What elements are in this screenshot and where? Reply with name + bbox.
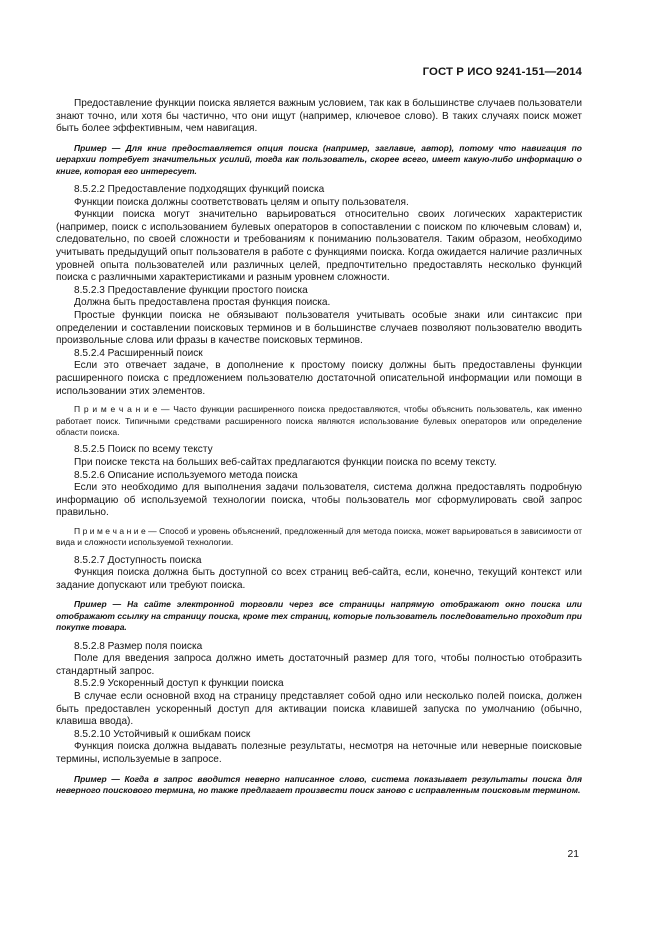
paragraph-8529-1: В случае если основной вход на страницу представляет собой одно или несколько полей поиска, должен быть предоставлен ускоренный доступ для активации поиска клавишей запуска по умолчанию (обычно, клавиша ввода). (56, 691, 582, 728)
section-heading-85210: 8.5.2.10 Устойчивый к ошибкам поиск (74, 728, 251, 740)
section-heading-8529: 8.5.2.9 Ускоренный доступ к функции поиска (74, 678, 284, 690)
section-heading-8524: 8.5.2.4 Расширенный поиск (74, 347, 203, 359)
paragraph-8526-1: Если это необходимо для выполнения задачи пользователя, система должна предоставлять подробную информацию об используемой технологии поиска, чтобы пользователь мог сформулировать свой запрос правильно. (56, 482, 582, 519)
paragraph-8525-1: При поиске текста на больших веб-сайтах предлагаются функции поиска по всему тексту. (74, 456, 497, 468)
section-heading-8527: 8.5.2.7 Доступность поиска (74, 554, 202, 566)
section-heading-8523: 8.5.2.3 Предоставление функции простого поиска (74, 284, 308, 296)
paragraph-8522-2: Функции поиска могут значительно варьироваться относительно своих логических характеристик (например, поиск с использованием булевых операторов в сопоставлении с поиском по ключевым словам) и, следовательно, по своей сложности и требованиям к пониманию пользователя. Таким образом, необходимо учитывать предыдущий опыт пользователя в работе с функциями поиска. Когда ожидается наличие различных уровней опыта пользователей или различных целей, предпочтительно предоставлять несколько функций поиска с различными характеристиками и разным уровнем сложности. (56, 209, 582, 284)
paragraph-8527-1: Функция поиска должна быть доступной со всех страниц веб-сайта, если, конечно, текущий контекст или задание допускают или требуют поиска. (56, 567, 582, 591)
example-1: Пример — Для книг предоставляется опция поиска (например, заглавие, автор), потому что навигация по иерархии потребует значительных усилий, тогда как пользователь, скорее всего, имеет какую-либо информацию о книге, которая его интересует. (56, 142, 582, 176)
paragraph-8524-1: Если это отвечает задаче, в дополнение к простому поиску должны быть предоставлены функции расширенного поиска с предложением пользователю достаточной описательной информации или помощи в использовании этих элементов. (56, 360, 582, 397)
section-heading-8528: 8.5.2.8 Размер поля поиска (74, 640, 203, 652)
example-3: Пример — Когда в запрос вводится неверно написанное слово, система показывает результаты поиска для неверного поискового термина, но также предлагает произвести поиск заново с исправленным поисковым термином. (56, 773, 582, 796)
paragraph-intro: Предоставление функции поиска является важным условием, так как в большинстве случаев пользователи знают точно, или хотя бы частично, что они ищут (например, ключевое слово). В таких случаях поиск может быть более эффективным, чем навигация. (56, 98, 582, 135)
paragraph-85210-1: Функция поиска должна выдавать полезные результаты, несмотря на неточные или неверные поисковые термины, используемые в запросе. (56, 741, 582, 766)
paragraph-8523-2: Простые функции поиска не обязывают пользователя учитывать особые знаки или синтаксис при определении и составлении поисковых терминов и в большинстве случаев позволяют пользователю вводить произвольные слова или фразы в качестве поисковых терминов. (56, 309, 582, 347)
paragraph-8528-1: Поле для введения запроса должно иметь достаточный размер для того, чтобы полностью отобразить стандартный запрос. (56, 653, 582, 677)
paragraph-8522-1: Функции поиска должны соответствовать целям и опыту пользователя. (74, 196, 409, 208)
note-1: П р и м е ч а н и е — Часто функции расширенного поиска предоставляются, чтобы объяснить пользователь, как именно работает поиск. Типичными средствами расширенного поиска являются использование булевых операторов или определение области поиска. (56, 404, 582, 437)
section-heading-8522: 8.5.2.2 Предоставление подходящих функций поиска (74, 184, 325, 195)
note-2: П р и м е ч а н и е — Способ и уровень объяснений, предложенный для метода поиска, может варьироваться в зависимости от вида и сложности используемой технологии. (56, 525, 582, 548)
example-2: Пример — На сайте электронной торговли через все страницы напрямую отображают окно поиска или отображают ссылку на страницу поиска, кроме тех страниц, которые пользователь последовательно проходит при покупке товара. (56, 599, 582, 633)
page-number: 21 (567, 849, 579, 860)
paragraph-8523-1: Должна быть предоставлена простая функция поиска. (74, 297, 331, 309)
document-code-header: ГОСТ Р ИСО 9241-151—2014 (422, 66, 582, 78)
main-text (56, 98, 582, 803)
section-heading-8526: 8.5.2.6 Описание используемого метода поиска (74, 469, 298, 481)
section-heading-8525: 8.5.2.5 Поиск по всему тексту (74, 444, 213, 456)
